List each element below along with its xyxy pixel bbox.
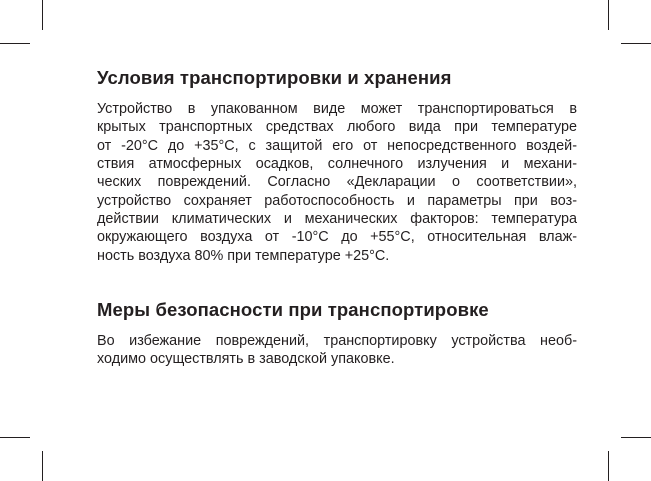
transport-safety-section (97, 299, 577, 369)
crop-mark-top-left-vertical (42, 0, 43, 30)
crop-mark-bottom-left-vertical (42, 451, 43, 481)
section-paragraph (97, 332, 577, 369)
section-heading: Меры безопасности при транспортировке (97, 299, 489, 320)
paragraph-line: Во избежание повреждений, транспортировку устройства необ- (97, 333, 577, 349)
paragraph-line: действии климатических и механических факторов: температура (97, 211, 577, 228)
section-paragraph (97, 100, 577, 265)
crop-mark-top-right-vertical (608, 0, 609, 30)
crop-mark-bottom-right-horizontal (621, 437, 651, 438)
crop-mark-top-left-horizontal (0, 43, 30, 44)
paragraph-line: от -20°C до +35°C, с защитой его от непосредственного воздей- (97, 137, 577, 154)
crop-mark-bottom-left-horizontal (0, 437, 30, 438)
paragraph-line: окружающего воздуха от -10°C до +55°C, относительная влаж- (97, 229, 577, 246)
transport-storage-section (97, 67, 577, 265)
paragraph-line: устройство сохраняет работоспособность и параметры при воз- (97, 192, 577, 209)
paragraph-line: Устройство в упакованном виде может транспортироваться в (97, 101, 577, 117)
section-heading: Условия транспортировки и хранения (97, 67, 452, 88)
paragraph-line: ческих повреждений. Согласно «Декларации о соответствии», (97, 174, 577, 191)
paragraph-line: ность воздуха 80% при температуре +25°C. (97, 247, 390, 264)
crop-mark-top-right-horizontal (621, 43, 651, 44)
paragraph-line: ходимо осуществлять в заводской упаковке. (97, 351, 395, 368)
paragraph-line: ствия атмосферных осадков, солнечного излучения и механи- (97, 156, 577, 173)
crop-mark-bottom-right-vertical (608, 451, 609, 481)
paragraph-line: крытых транспортных средствах любого вида при температуре (97, 119, 577, 136)
